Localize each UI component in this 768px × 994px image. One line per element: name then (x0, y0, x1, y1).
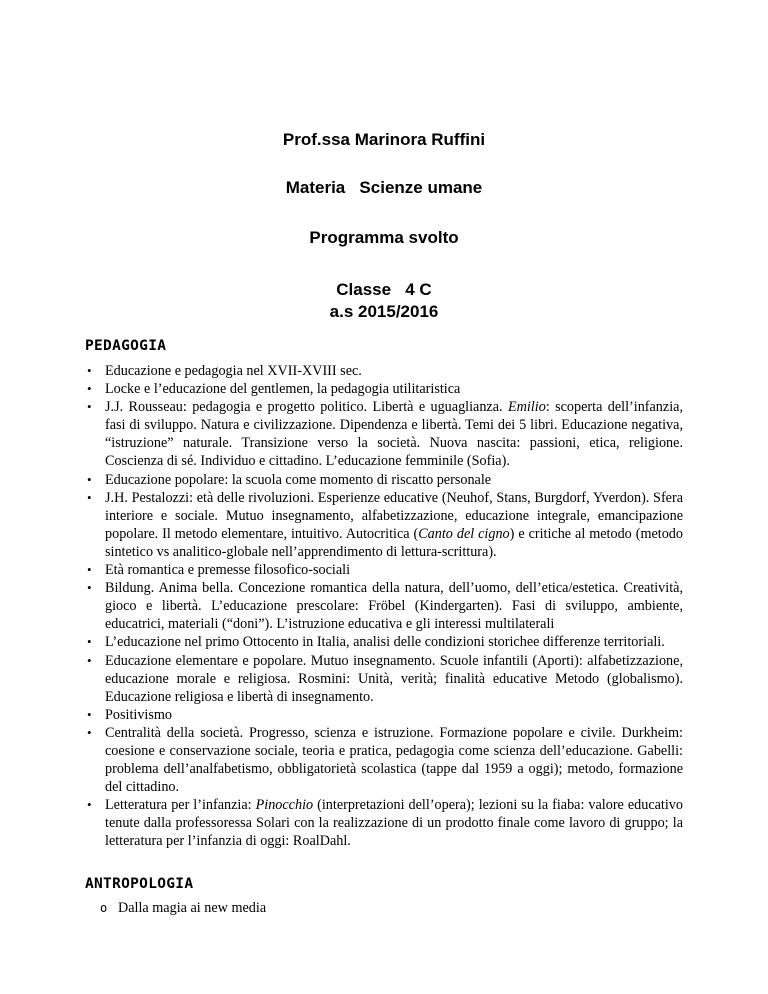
list-item (85, 489, 683, 561)
item-text: Educazione elementare e popolare. Mutuo insegnamento. Scuole infantili (Aporti): alfabetizzazione, educazione morale e religiosa. Rosmini: Unità, verità; finalità educative Metodo (globalismo). Educazione religiosa e libertà di insegnamento. (105, 652, 683, 705)
list-item (85, 706, 683, 724)
item-text: Centralità della società. Progresso, scienza e istruzione. Formazione popolare e civile. Durkheim: coesione e conservazione sociale, teoria e pratica, pedagogia come scienza dell’educazione. Gabelli: problema dell’analfabetismo, obbligatorietà scolastica (tappe dal 1959 a oggi); metodo, formazione del cittadino. (105, 724, 683, 796)
item-text: : scoperta dell’infanzia, fasi di sviluppo. Natura e civilizzazione. Dipendenza e libertà. Temi dei 5 libri. Educazione negativa, “istruzione” naturale. Transizione verso la società. Nuova nascita: passioni, etica, religione. Coscienza di sé. Individuo e cittadino. L’educazione femminile (Sofia). (105, 399, 683, 470)
item-text: Bildung. Anima bella. Concezione romantica della natura, dell’uomo, dell’etica/estetica. Creatività, gioco e libertà. L’educazione prescolare: Fröbel (Kindergarten). Fasi di sviluppo, ambiente, educatrici, materiali (“doni”). L’istruzione educativa e gli interessi multilaterali (105, 580, 683, 633)
item-text: Positivismo (105, 706, 173, 723)
italic-title: Emilio (507, 399, 546, 416)
teacher-name: Prof.ssa Marinora Ruffini (282, 130, 486, 149)
list-item (85, 380, 683, 398)
list-item (85, 471, 683, 489)
school-year: a.s 2015/2016 (329, 302, 439, 321)
item-text: (interpretazioni dell’opera); lezioni su la fiaba: valore educativo tenute dalla professoressa Solari con la realizzazione di un prodotto finale come lavoro di gruppo; la letteratura per l’infanzia di oggi: RoalDahl. (105, 797, 683, 850)
section-title-antropologia: ANTROPOLOGIA (85, 876, 194, 892)
list-item (85, 398, 683, 470)
item-text: Letteratura per l’infanzia: (105, 797, 256, 814)
italic-title: Pinocchio (255, 797, 314, 814)
class-line: Classe 4 C (336, 280, 432, 299)
list-item (85, 561, 683, 579)
list-item (85, 724, 683, 796)
list-item (85, 633, 683, 651)
item-text: J.J. Rousseau: pedagogia e progetto politico. Libertà e uguaglianza. (105, 399, 508, 416)
item-text: Educazione e pedagogia nel XVII-XVIII sec. (105, 363, 362, 379)
item-text: L’educazione nel primo Ottocento in Italia, analisi delle condizioni storichee differenze territoriali. (105, 634, 665, 651)
program-title: Programma svolto (309, 228, 459, 247)
item-text: Locke e l’educazione del gentlemen, la pedagogia utilitaristica (105, 381, 461, 398)
list-item (85, 652, 683, 706)
item-text: Età romantica e premesse filosofico-sociali (105, 562, 351, 579)
italic-title: Canto del cigno (418, 525, 510, 542)
item-text: ) e critiche al metodo (metodo sintetico vs analitico-globale nell’apprendimento di lettura-scrittura). (105, 525, 683, 560)
section-title-pedagogia: PEDAGOGIA (85, 338, 167, 354)
subject-line: Materia Scienze umane (285, 178, 483, 197)
list-item: o Dalla magia ai new media (100, 899, 698, 917)
antropologia-list (100, 899, 698, 917)
item-text: J.H. Pestalozzi: età delle rivoluzioni. Esperienze educative (Neuhof, Stans, Burgdorf, Yverdon). Sfera interiore e sociale. Mutuo insegnamento, alfabetizzazione, educazione integrale, emancipazione popolare. Il metodo elementare, intuitivo. Autocritica ( (105, 489, 683, 542)
list-item (85, 362, 683, 380)
item-text: Educazione popolare: la scuola come momento di riscatto personale (105, 471, 492, 488)
list-item (85, 579, 683, 633)
list-item (85, 796, 683, 850)
pedagogia-list (85, 362, 683, 851)
